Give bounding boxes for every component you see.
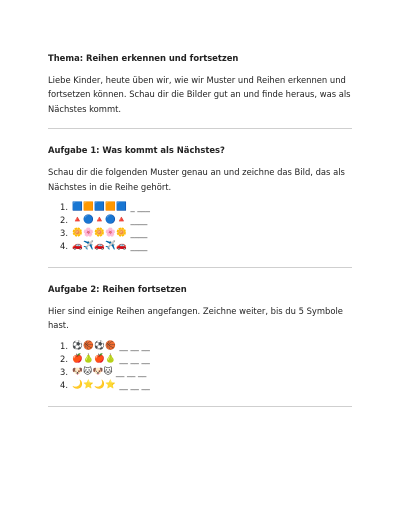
item-number: 1. — [60, 340, 68, 351]
pattern-symbols: 🌙⭐🌙⭐ — [72, 379, 117, 390]
item-number: 3. — [60, 366, 68, 377]
task1-instruction: Schau dir die folgenden Muster genau an und zeichne das Bild, das als Nächstes in die Reihe gehört. — [48, 167, 345, 192]
answer-blank: __ __ __ — [119, 340, 150, 351]
section-divider — [48, 128, 352, 129]
answer-blank: __ __ __ — [115, 366, 147, 377]
list-item — [60, 240, 352, 253]
pattern-symbols: 🌼🌸🌼🌸🌼 — [72, 228, 128, 239]
pattern-symbols: 🚗✈️🚗✈️🚗 — [72, 241, 128, 252]
task2-list — [48, 340, 352, 392]
answer-blank: __ __ __ — [119, 353, 150, 364]
answer-blank: ____ — [130, 215, 148, 226]
task1-list — [48, 201, 352, 253]
answer-blank: ____ — [130, 228, 148, 239]
list-item — [60, 214, 352, 227]
answer-blank: _ ___ — [130, 202, 150, 213]
item-number: 1. — [60, 202, 68, 213]
section-divider — [48, 267, 352, 268]
item-number: 4. — [60, 241, 68, 252]
list-item — [60, 379, 352, 392]
task2-title: Aufgabe 2: Reihen fortsetzen — [48, 284, 187, 295]
page-title: Thema: Reihen erkennen und fortsetzen — [48, 53, 239, 63]
list-item — [60, 366, 352, 379]
pattern-symbols: 🐶🐱🐶🐱 — [72, 366, 113, 377]
section-divider — [48, 406, 352, 407]
list-item — [60, 227, 352, 240]
pattern-symbols: 🍎🍐🍎🍐 — [72, 353, 117, 364]
item-number: 4. — [60, 379, 68, 390]
intro-text: Liebe Kinder, heute üben wir, wie wir Muster und Reihen erkennen und fortsetzen können. Schau dir die Bilder gut an und finde heraus, was als Nächstes kommt. — [48, 75, 351, 114]
list-item — [60, 201, 352, 214]
answer-blank: ____ — [130, 241, 148, 252]
list-item — [60, 353, 352, 366]
item-number: 3. — [60, 228, 68, 239]
list-item — [60, 340, 352, 353]
item-number: 2. — [60, 215, 68, 226]
pattern-symbols: ⚽🏀⚽🏀 — [72, 340, 117, 351]
pattern-symbols: 🔺🔵🔺🔵🔺 — [72, 215, 128, 226]
task1-title: Aufgabe 1: Was kommt als Nächstes? — [48, 145, 225, 156]
item-number: 2. — [60, 353, 68, 364]
pattern-symbols: 🟦🟧🟦🟧🟦 — [72, 202, 128, 213]
task2-instruction: Hier sind einige Reihen angefangen. Zeichne weiter, bis du 5 Symbole hast. — [48, 306, 343, 331]
answer-blank: __ __ __ — [119, 379, 150, 390]
